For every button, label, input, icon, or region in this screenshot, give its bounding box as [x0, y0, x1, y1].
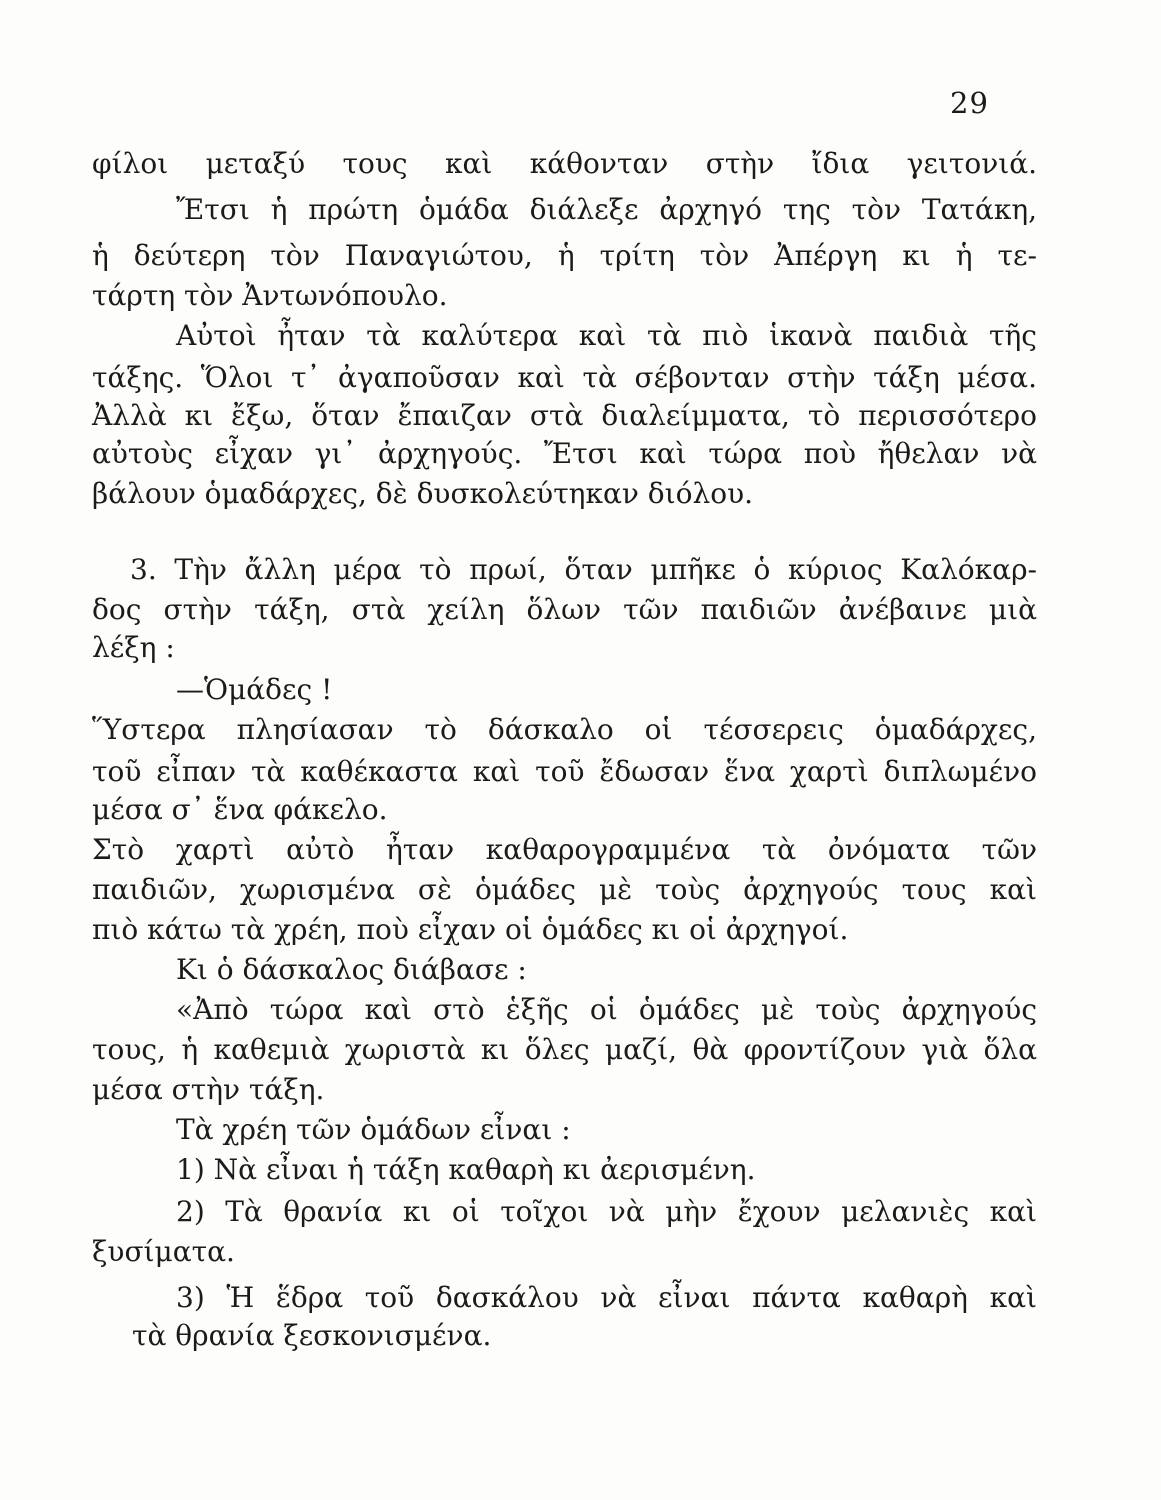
- text-line: «Ἀπὸ τώρα καὶ στὸ ἑξῆς οἱ ὁμάδες μὲ τοὺς ἀρχηγούς: [176, 993, 1037, 1026]
- text-line: αὐτοὺς εἶχαν γι᾿ ἀρχηγούς. Ἔτσι καὶ τώρα ποὺ ἤθελαν νὰ: [92, 437, 1037, 470]
- text-line: μέσα σ᾿ ἕνα φάκελο.: [92, 793, 388, 826]
- text-line: τους, ἡ καθεμιὰ χωριστὰ κι ὅλες μαζί, θὰ φροντίζουν γιὰ ὅλα: [92, 1033, 1037, 1066]
- text-line: λέξη :: [92, 631, 175, 664]
- text-line: Ἔτσι ἡ πρώτη ὁμάδα διάλεξε ἀρχηγό της τὸν Τατάκη,: [176, 193, 1037, 226]
- page-number: 29: [950, 86, 989, 120]
- text-line: 1) Νὰ εἶναι ἡ τάξη καθαρὴ κι ἀερισμένη.: [176, 1153, 756, 1186]
- text-line: παιδιῶν, χωρισμένα σὲ ὁμάδες μὲ τοὺς ἀρχηγούς τους καὶ: [92, 873, 1037, 906]
- text-line: τάρτη τὸν Ἀντωνόπουλο.: [92, 279, 448, 312]
- text-line: Ἀλλὰ κι ἔξω, ὅταν ἔπαιζαν στὰ διαλείμματα, τὸ περισσότερο: [92, 399, 1037, 432]
- text-line: βάλουν ὁμαδάρχες, δὲ δυσκολεύτηκαν διόλου.: [92, 477, 754, 510]
- text-line: τοῦ εἶπαν τὰ καθέκαστα καὶ τοῦ ἔδωσαν ἕνα χαρτὶ διπλωμένο: [92, 755, 1037, 788]
- text-line: 3) Ἡ ἕδρα τοῦ δασκάλου νὰ εἶναι πάντα καθαρὴ καὶ: [176, 1281, 1037, 1314]
- text-line: μέσα στὴν τάξη.: [92, 1073, 325, 1106]
- text-line: ἡ δεύτερη τὸν Παναγιώτου, ἡ τρίτη τὸν Ἀπέργη κι ἡ τε-: [92, 239, 1037, 272]
- text-line: δος στὴν τάξη, στὰ χείλη ὅλων τῶν παιδιῶν ἀνέβαινε μιὰ: [92, 593, 1037, 626]
- text-line: Κι ὁ δάσκαλος διάβασε :: [176, 953, 527, 986]
- text-line: Ὕστερα πλησίασαν τὸ δάσκαλο οἱ τέσσερεις ὁμαδάρχες,: [92, 713, 1037, 746]
- text-line: πιὸ κάτω τὰ χρέη, ποὺ εἶχαν οἱ ὁμάδες κι οἱ ἀρχηγοί.: [92, 913, 849, 946]
- text-line: Στὸ χαρτὶ αὐτὸ ἦταν καθαρογραμμένα τὰ ὀνόματα τῶν: [92, 833, 1037, 866]
- text-line: Τὰ χρέη τῶν ὁμάδων εἶναι :: [176, 1113, 571, 1146]
- text-line: φίλοι μεταξύ τους καὶ κάθονταν στὴν ἴδια γειτονιά.: [92, 147, 1037, 180]
- text-line: 3. Τὴν ἄλλη μέρα τὸ πρωί, ὅταν μπῆκε ὁ κύριος Καλόκαρ-: [130, 553, 1037, 586]
- text-line: 2) Τὰ θρανία κι οἱ τοῖχοι νὰ μὴν ἔχουν μελανιὲς καὶ: [176, 1195, 1037, 1228]
- text-line: —Ὁμάδες !: [176, 673, 333, 706]
- text-line: Αὐτοὶ ἦταν τὰ καλύτερα καὶ τὰ πιὸ ἱκανὰ παιδιὰ τῆς: [176, 319, 1037, 352]
- text-line: ξυσίματα.: [92, 1235, 235, 1268]
- text-line: τάξης. Ὅλοι τ᾿ ἀγαποῦσαν καὶ τὰ σέβονταν στὴν τάξη μέσα.: [92, 361, 1037, 394]
- text-line: τὰ θρανία ξεσκονισμένα.: [132, 1319, 492, 1352]
